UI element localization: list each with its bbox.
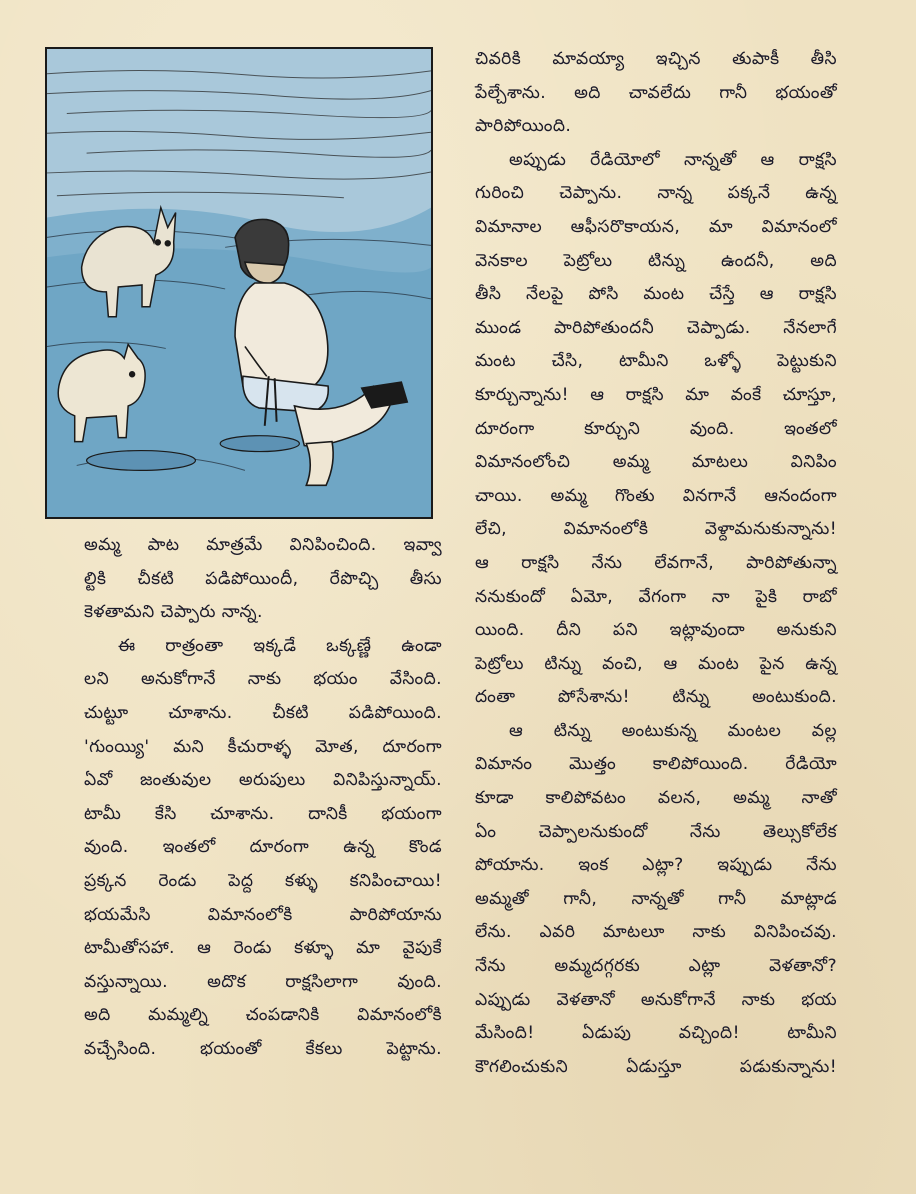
text-line: అమ్మ పాట మాత్రమే వినిపించింది. ఇవ్వా: [84, 535, 442, 555]
text-line: లేచి, విమానంలోకి వెళ్దామనుకున్నాను!: [475, 519, 837, 540]
text-line: అమ్మతో గానీ, నాన్నతో గానీ మాట్లాడ: [475, 888, 837, 909]
text-line: ఎప్పుడు వెళతానో అనుకోగానే నాకు భయ: [475, 989, 837, 1010]
text-line: యింది. దీని పని ఇట్లావుందా అనుకుని: [475, 620, 837, 641]
text-line: టామీ కేసి చూశాను. దానికీ భయంగా: [84, 803, 442, 824]
right-text-column: [475, 43, 837, 1084]
text-line: 'గుంయ్యి' మని కీచురాళ్ళ మోత, దూరంగా: [84, 736, 442, 757]
text-line: వెనకాల పెట్రోలు టిన్ను ఉందనీ, అది: [475, 250, 837, 271]
text-line: కూర్చున్నాను! ఆ రాక్షసి మా వంకే చూస్తూ,: [475, 384, 837, 405]
story-illustration: [45, 47, 433, 519]
text-line: లని అనుకోగానే నాకు భయం వేసింది.: [84, 669, 442, 690]
text-line: విమానాల ఆఫీసరొకాయన, మా విమానంలో: [475, 216, 837, 237]
text-line: మేసింది! ఏడుపు వచ్చింది! టామీని: [475, 1023, 837, 1044]
text-line: విమానంలోంచి అమ్మ మాటలు వినిపిం: [475, 452, 837, 473]
text-line: కెళతామని చెప్పారు నాన్న.: [84, 602, 263, 623]
text-line: టామీతోసహా. ఆ రెండు కళ్ళూ మా వైపుకే: [84, 938, 442, 959]
text-line: కౌగలించుకుని ఏడుస్తూ పడుకున్నాను!: [475, 1056, 837, 1077]
text-line: ఆ రాక్షసి నేను లేవగానే, పారిపోతున్నా: [475, 552, 837, 573]
text-line: ఏం చెప్పాలనుకుందో నేను తెల్సుకోలేక: [475, 821, 837, 842]
text-line: వచ్చేసింది. భయంతో కేకలు పెట్టాను.: [84, 1038, 442, 1059]
text-line: తీసి నేలపై పోసి మంట చేస్తే ఆ రాక్షసి: [475, 284, 837, 305]
text-line: చాయి. అమ్మ గొంతు వినగానే ఆనందంగా: [475, 485, 837, 506]
text-line: ఏవో జంతువుల అరుపులు వినిపిస్తున్నాయ్.: [84, 770, 442, 791]
text-line: చుట్టూ చూశాను. చీకటి పడిపోయింది.: [84, 702, 442, 723]
text-line: దూరంగా కూర్చుని వుంది. ఇంతలో: [475, 418, 837, 439]
text-line: చివరికి మావయ్యా ఇచ్చిన తుపాకీ తీసి: [475, 49, 837, 69]
text-line: భయమేసి విమానంలోకి పారిపోయాను: [84, 904, 442, 925]
text-line: కూడా కాలిపోవటం వలన, అమ్మ నాతో: [475, 788, 837, 809]
text-line: ముండ పారిపోతుందనీ చెప్పాడు. నేనలాగే: [475, 317, 837, 338]
text-line: లేను. ఎవరి మాటలూ నాకు వినిపించవు.: [475, 922, 837, 943]
text-line: అది మమ్మల్ని చంపడానికి విమానంలోకి: [84, 1005, 442, 1026]
text-line: వస్తున్నాయి. అదొక రాక్షసిలాగా వుంది.: [84, 971, 442, 992]
left-text-column: [84, 529, 442, 1067]
text-line: ఆ టిన్ను అంటుకున్న మంటల వల్ల: [509, 720, 837, 741]
text-line: మంట చేసి, టామీని ఒళ్ళో పెట్టుకుని: [475, 351, 837, 372]
text-line: పోయాను. ఇంక ఎట్లా? ఇప్పుడు నేను: [475, 855, 837, 876]
text-line: గురించి చెప్పాను. నాన్న పక్కనే ఉన్న: [475, 183, 837, 204]
text-line: ల్టికి చీకటి పడిపోయిందీ, రేపొచ్చి తీసు: [84, 568, 442, 589]
text-line: నేను అమ్మదగ్గరకు ఎట్లా వెళతానో?: [475, 956, 837, 977]
text-line: ననుకుందో ఏమో, వేగంగా నా పైకి రాబో: [475, 586, 837, 607]
text-line: పేల్చేశాను. అది చావలేదు గానీ భయంతో: [475, 82, 837, 103]
text-line: ప్రక్కన రెండు పెద్ద కళ్ళు కనిపించాయి!: [84, 870, 442, 891]
text-line: పెట్రోలు టిన్ను వంచి, ఆ మంట పైన ఉన్న: [475, 653, 837, 674]
text-line: వుంది. ఇంతలో దూరంగా ఉన్న కొండ: [84, 837, 442, 858]
text-line: విమానం మొత్తం కాలిపోయింది. రేడియో: [475, 754, 837, 775]
text-line: ఈ రాత్రంతా ఇక్కడే ఒక్కణ్ణే ఉండా: [118, 635, 442, 656]
text-line: అప్పుడు రేడియోలో నాన్నతో ఆ రాక్షసి: [509, 149, 837, 170]
text-line: పారిపోయింది.: [475, 116, 572, 137]
boy-and-dogs-illustration: [47, 49, 431, 517]
text-line: దంతా పోసేశాను! టిన్ను అంటుకుంది.: [475, 687, 837, 708]
